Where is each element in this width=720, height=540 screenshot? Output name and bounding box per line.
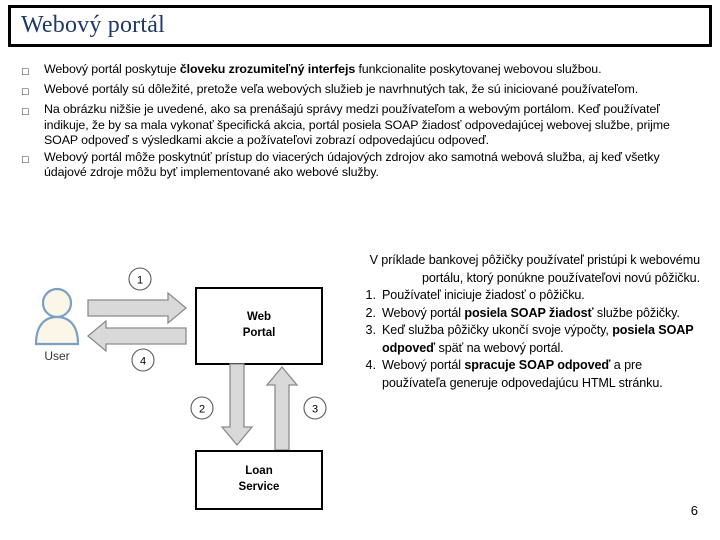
user-icon	[36, 289, 78, 344]
text-run: Webový portál	[382, 305, 465, 320]
svg-text:Portal: Portal	[242, 327, 276, 339]
text-emphasis: spracuje SOAP odpoveď	[464, 358, 611, 372]
step-number: 3.	[365, 323, 376, 337]
bullet-item	[14, 62, 694, 81]
bullet-item	[14, 82, 694, 101]
step-text	[382, 305, 706, 323]
slide-title-box	[8, 5, 712, 47]
text-run: Používateľ iniciuje žiadosť o pôžičku.	[382, 288, 585, 302]
message-flow-diagram	[0, 255, 360, 525]
text-run: späť na webový portál.	[435, 340, 564, 355]
page-number: 6	[690, 503, 698, 518]
web-portal-label: Web	[246, 311, 272, 323]
bullet-list	[14, 62, 694, 182]
step-badge-2	[191, 397, 213, 419]
page-title: Webový portál	[21, 12, 165, 38]
bullet-item	[14, 150, 694, 181]
web-portal-box	[196, 288, 322, 364]
bullet-marker-icon: □	[22, 86, 29, 98]
arrow-step-1	[88, 293, 186, 323]
svg-text:2: 2	[198, 403, 206, 416]
text-run: Keď služba pôžičky ukončí svoje výpočty,	[382, 323, 613, 337]
bullet-item	[14, 102, 694, 149]
step-badge-3	[304, 397, 326, 419]
text-run: a pre používateľa generuje odpovedajúcu HTML stránku.	[382, 358, 663, 390]
numbered-steps-list	[356, 287, 706, 392]
step-number: 2.	[365, 305, 376, 320]
step-text	[382, 287, 706, 305]
numbered-step-item	[356, 357, 706, 392]
bullet-marker-icon: □	[22, 66, 29, 78]
user-label: User	[44, 349, 70, 363]
step-text	[382, 357, 706, 392]
bullet-item-text	[44, 102, 694, 149]
bullet-item-text	[44, 150, 694, 181]
svg-text:4: 4	[139, 355, 147, 368]
loan-service-box	[196, 451, 322, 509]
arrow-step-3	[267, 367, 297, 450]
bullet-marker-icon: □	[22, 106, 29, 118]
bullet-item-text	[44, 82, 694, 98]
numbered-step-item	[356, 322, 706, 357]
step-text	[382, 322, 706, 357]
bullet-marker-icon: □	[22, 153, 29, 166]
text-run: funkcionalite poskytovanej webovou službou.	[355, 62, 602, 76]
numbered-step-item	[356, 287, 706, 305]
example-steps-panel	[356, 252, 706, 392]
numbered-step-item	[356, 305, 706, 323]
step-badge-4	[132, 349, 154, 371]
text-emphasis: posiela SOAP žiadosť	[464, 305, 594, 320]
loan-service-label: Loan	[245, 465, 273, 477]
text-run: Webový portál môže poskytnúť prístup do viacerých údajových zdrojov ako samotná webová služba, aj keď všetky údajové zdroje môžu byť implementované ako webové služby.	[44, 149, 660, 179]
arrow-step-4	[88, 321, 186, 351]
svg-text:3: 3	[311, 403, 319, 416]
step-number: 1.	[365, 288, 376, 302]
text-emphasis: posiela SOAP odpoveď	[382, 323, 694, 355]
bullet-item-text	[44, 62, 694, 78]
svg-text:Service: Service	[238, 481, 280, 493]
svg-text:1: 1	[136, 274, 144, 287]
text-run: Webový portál poskytuje	[44, 62, 180, 76]
text-run: Webový portál	[382, 358, 465, 372]
text-emphasis: človeku zrozumiteľný interfejs	[179, 62, 356, 76]
arrow-step-2	[222, 364, 252, 445]
step-number: 4.	[365, 358, 376, 372]
example-intro: V príklade bankovej pôžičky používateľ pristúpi k webovému portálu, ktorý ponúkne používateľovi novú pôžičku.	[369, 253, 700, 285]
text-run: Webové portály sú dôležité, pretože veľa webových služieb je navrhnutých tak, že sú iniciované používateľom.	[44, 82, 639, 96]
text-run: službe pôžičky.	[593, 305, 680, 320]
text-run: Na obrázku nižšie je uvedené, ako sa prenášajú správy medzi používateľom a webovým portálom. Keď používateľ indikuje, že by sa mala vykonať špecifická akcia, portál posiela SOAP žiadosť odpovedajúcej webovej službe, prijme SOAP odpoveď s výsledkami akcie a požívateľovi zobrazí odpovedajúcu odpoveď.	[44, 102, 670, 147]
step-badge-1	[129, 268, 151, 290]
